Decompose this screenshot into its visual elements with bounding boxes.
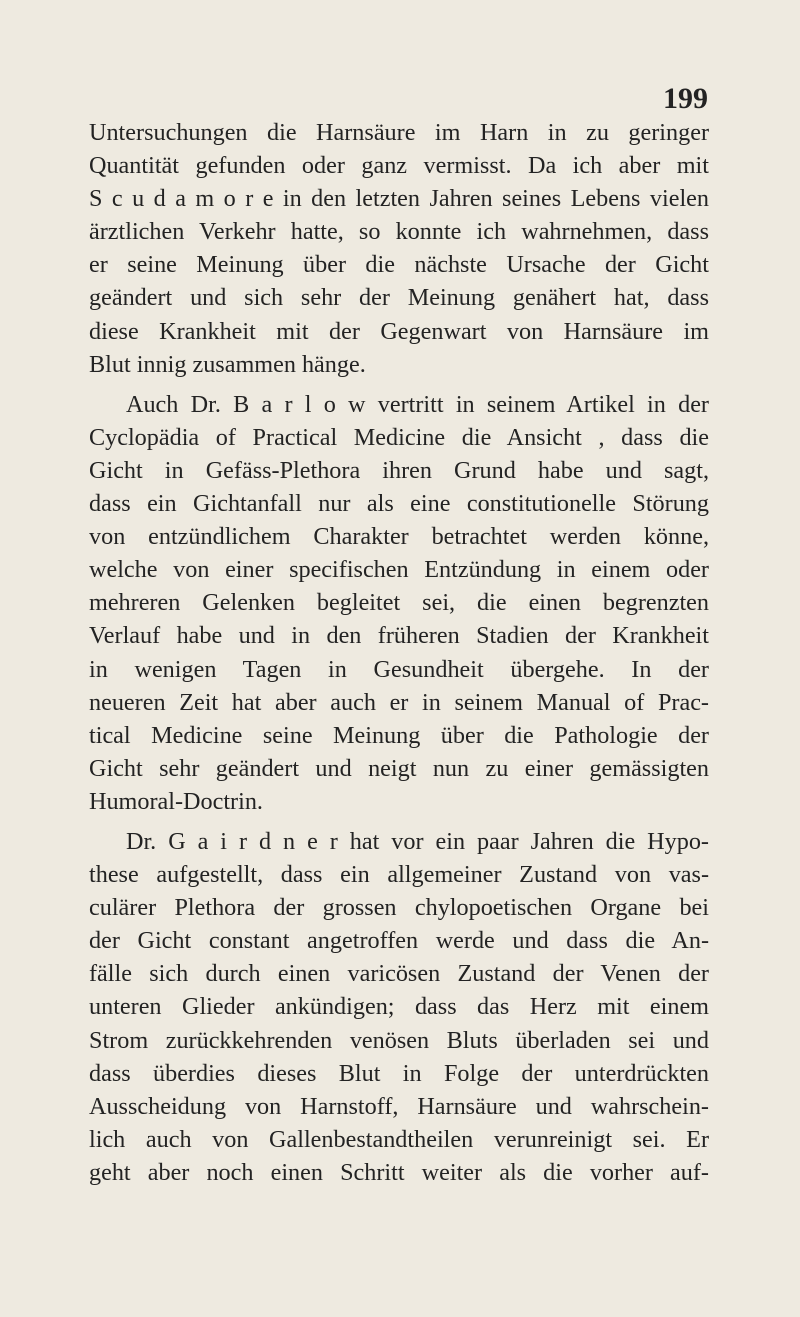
paragraph-1	[89, 116, 709, 381]
text-line: Gicht sehr geändert und neigt nun zu einer gemässigten	[89, 754, 709, 782]
text-line: dass ein Gichtanfall nur als eine constitutionelle Störung	[89, 490, 709, 518]
paragraph-2	[89, 388, 709, 818]
text-line: diese Krankheit mit der Gegenwart von Harnsäure im	[89, 317, 709, 345]
text-line: unteren Glieder ankündigen; dass das Herz mit einem	[89, 993, 709, 1021]
text-line: fälle sich durch einen varicösen Zustand der Venen der	[89, 960, 709, 988]
text-line: in wenigen Tagen in Gesundheit übergehe. In der	[89, 655, 709, 683]
text-line: neueren Zeit hat aber auch er in seinem Manual of Prac-	[89, 688, 709, 716]
text-line: geht aber noch einen Schritt weiter als die vorher auf-	[89, 1158, 709, 1186]
text-line: mehreren Gelenken begleitet sei, die einen begrenzten	[89, 589, 709, 617]
text-line: culärer Plethora der grossen chylopoetischen Organe bei	[89, 894, 709, 922]
text-line: lich auch von Gallenbestandtheilen verunreinigt sei. Er	[89, 1125, 709, 1153]
text-line: Gicht in Gefäss-Plethora ihren Grund habe und sagt,	[89, 456, 709, 484]
text-line: geändert und sich sehr der Meinung genähert hat, dass	[89, 284, 709, 312]
text-line: Ausscheidung von Harnstoff, Harnsäure und wahrschein-	[89, 1092, 709, 1120]
text-line: Untersuchungen die Harnsäure im Harn in zu geringer	[89, 119, 709, 146]
text-line: Quantität gefunden oder ganz vermisst. Da ich aber mit	[89, 152, 709, 180]
text-line: Humoral-Doctrin.	[89, 787, 263, 815]
text-line: Auch Dr. B a r l o w vertritt in seinem Artikel in der	[126, 390, 709, 418]
text-line: welche von einer specifischen Entzündung in einem oder	[89, 556, 709, 584]
text-line: Cyclopädia of Practical Medicine die Ansicht , dass die	[89, 423, 709, 451]
text-line: von entzündlichem Charakter betrachtet werden könne,	[89, 523, 709, 551]
text-line: Verlauf habe und in den früheren Stadien der Krankheit	[89, 622, 709, 650]
text-line: tical Medicine seine Meinung über die Pathologie der	[89, 721, 709, 749]
text-line: S c u d a m o r e in den letzten Jahren seines Lebens vielen	[89, 185, 709, 213]
text-line: der Gicht constant angetroffen werde und dass die An-	[89, 927, 709, 955]
page-number: 199	[663, 82, 708, 115]
text-line: ärztlichen Verkehr hatte, so konnte ich wahrnehmen, dass	[89, 218, 709, 246]
text-line: these aufgestellt, dass ein allgemeiner Zustand von vas-	[89, 861, 709, 889]
text-line: Dr. G a i r d n e r hat vor ein paar Jahren die Hypo-	[126, 827, 709, 855]
paragraph-3	[89, 825, 709, 1189]
body-text	[89, 116, 709, 1189]
text-line: dass überdies dieses Blut in Folge der unterdrückten	[89, 1059, 709, 1087]
text-line: Strom zurückkehrenden venösen Bluts überladen sei und	[89, 1026, 709, 1054]
text-line: Blut innig zusammen hänge.	[89, 350, 366, 378]
text-line: er seine Meinung über die nächste Ursache der Gicht	[89, 251, 709, 279]
